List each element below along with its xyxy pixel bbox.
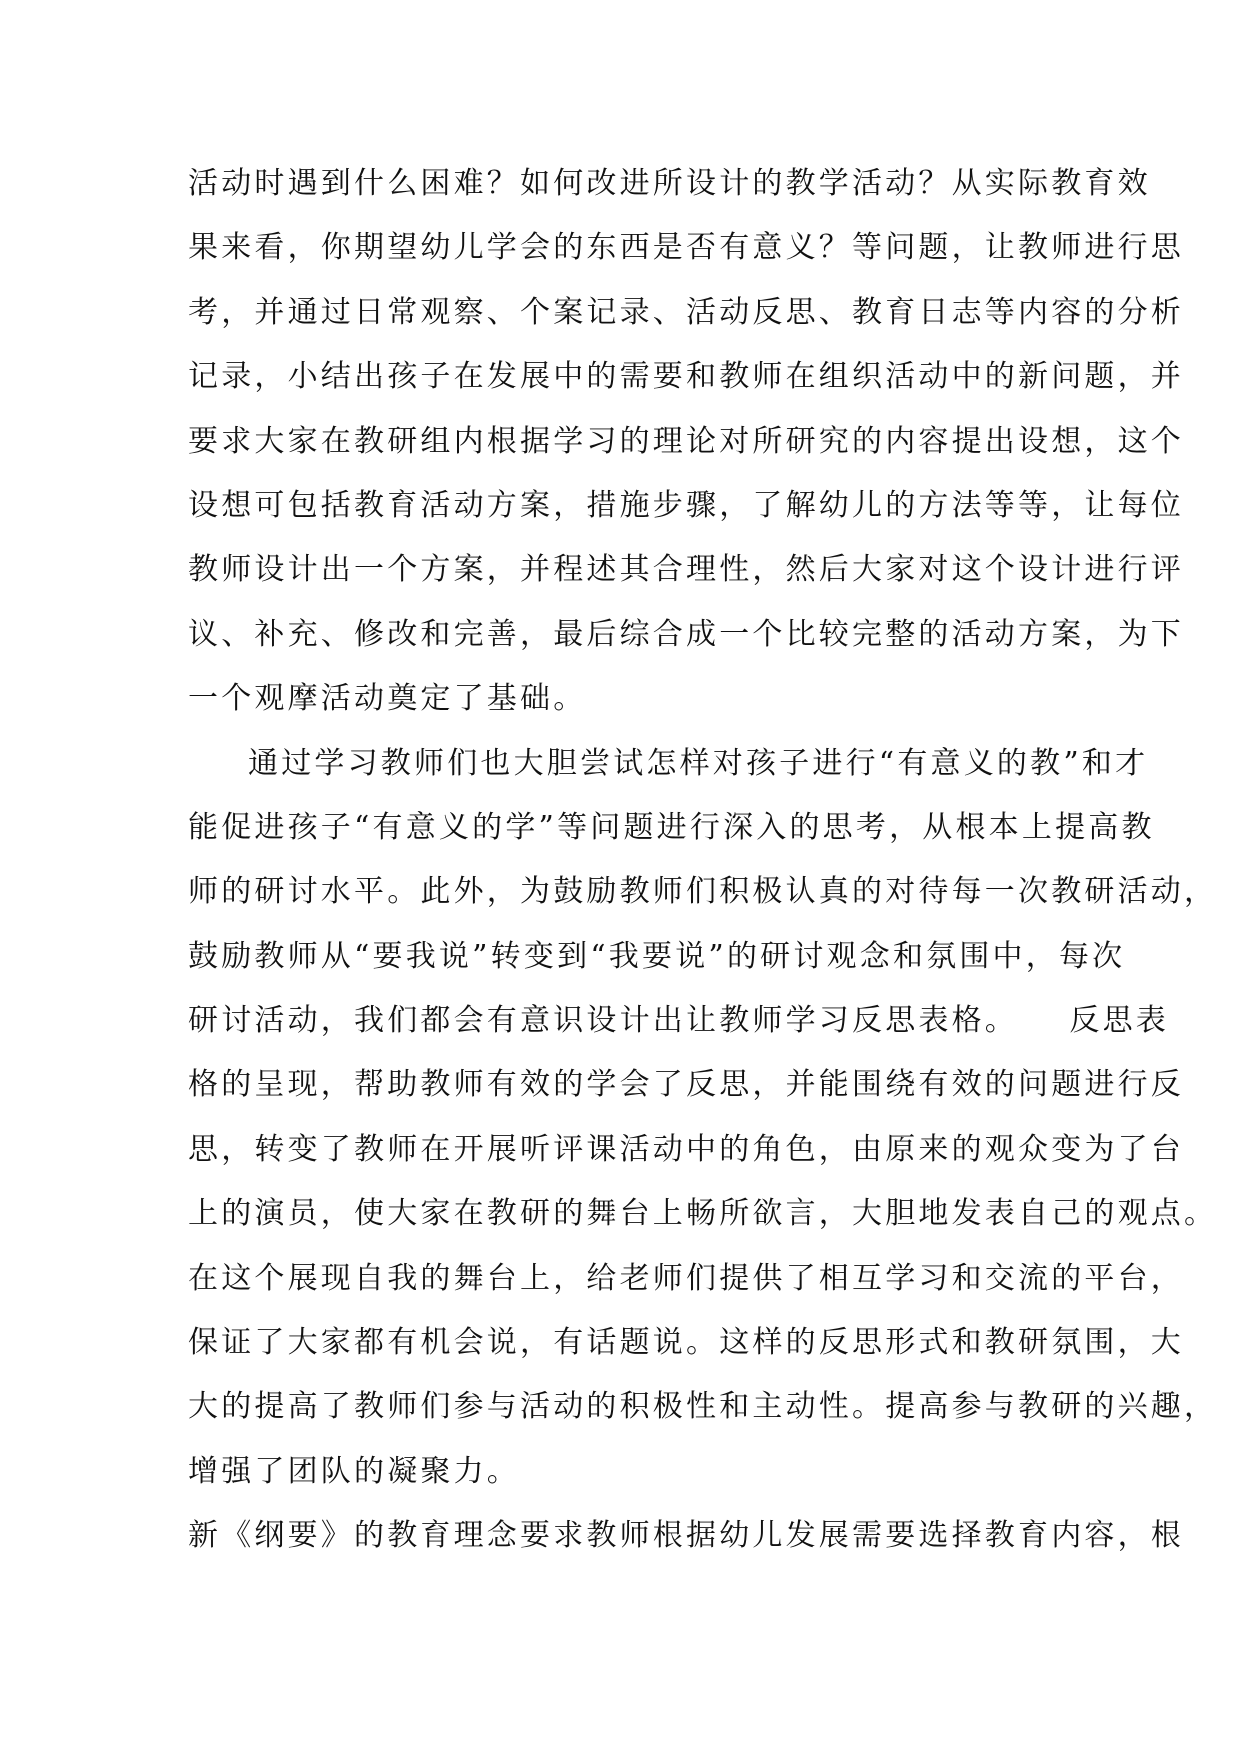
text-line: 大的提高了教师们参与活动的积极性和主动性。提高参与教研的兴趣， (188, 1389, 1218, 1425)
text-line: 鼓励教师从“要我说”转变到“我要说”的研讨观念和氛围中，每次 (188, 938, 1126, 974)
text-line: 要求大家在教研组内根据学习的理论对所研究的内容提出设想，这个 (188, 423, 1184, 459)
text-line: 果来看，你期望幼儿学会的东西是否有意义？等问题，让教师进行思 (188, 230, 1184, 266)
text-line: 师的研讨水平。此外，为鼓励教师们积极认真的对待每一次教研活动， (188, 874, 1218, 910)
paragraph-start-line: 通过学习教师们也大胆尝试怎样对孩子进行“有意义的教”和才 (248, 745, 1149, 781)
paragraph-start-line: 新《纲要》的教育理念要求教师根据幼儿发展需要选择教育内容，根 (188, 1518, 1184, 1554)
text-line: 格的呈现，帮助教师有效的学会了反思，并能围绕有效的问题进行反 (188, 1067, 1184, 1103)
text-line: 教师设计出一个方案，并程述其合理性，然后大家对这个设计进行评 (188, 552, 1184, 588)
text-line: 考，并通过日常观察、个案记录、活动反思、教育日志等内容的分析 (188, 294, 1184, 330)
text-line: 保证了大家都有机会说，有话题说。这样的反思形式和教研氛围，大 (188, 1325, 1184, 1361)
text-line: 在这个展现自我的舞台上，给老师们提供了相互学习和交流的平台， (188, 1260, 1184, 1296)
text-line: 一个观摩活动奠定了基础。 (188, 681, 587, 717)
text-line: 增强了团队的凝聚力。 (188, 1453, 520, 1489)
text-line: 能促进孩子“有意义的学”等问题进行深入的思考，从根本上提高教 (188, 809, 1155, 845)
text-line: 设想可包括教育活动方案，措施步骤，了解幼儿的方法等等，让每位 (188, 487, 1184, 523)
text-line: 思，转变了教师在开展听评课活动中的角色，由原来的观众变为了台 (188, 1131, 1184, 1167)
text-line: 活动时遇到什么困难？如何改进所设计的教学活动？从实际教育效 (188, 166, 1151, 201)
body-text (188, 158, 1218, 1575)
text-line: 议、补充、修改和完善，最后综合成一个比较完整的活动方案，为下 (188, 616, 1184, 652)
text-line: 上的演员，使大家在教研的舞台上畅所欲言，大胆地发表自己的观点。 (188, 1196, 1218, 1232)
text-line: 研讨活动，我们都会有意识设计出让教师学习反思表格。 反思表 (188, 1003, 1169, 1039)
text-line: 记录，小结出孩子在发展中的需要和教师在组织活动中的新问题，并 (188, 359, 1184, 395)
